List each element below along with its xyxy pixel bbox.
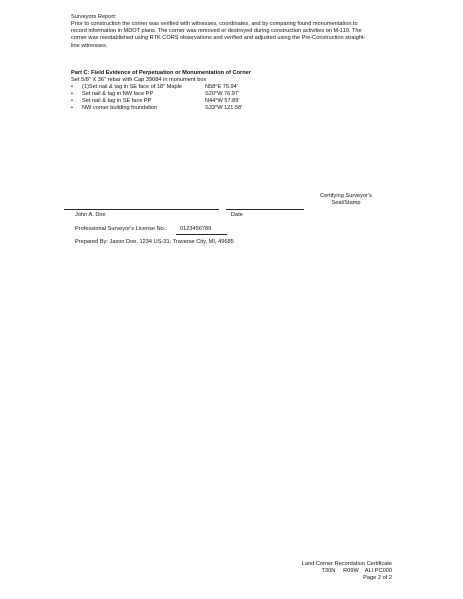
evidence-text: Set nail & tag in SE face PP [82,98,152,105]
footer-title: Land Corner Recordation Certificate [301,561,392,567]
prepared-by: Prepared By: Jason Doe, 1234 US-31, Traverse City, MI, 49685 [75,239,234,245]
evidence-distance: S20°W 76.97' [205,91,240,98]
license-underline [176,234,227,235]
bullet-icon: • [71,98,73,105]
surveyors-report-body [71,21,391,50]
report-line: line witnesses. [71,42,108,49]
evidence-text: Set nail & tag in NW face PP [82,91,154,98]
report-line: Prior to construction the corner was verified with witnesses, coordinates, and by comparing found monumentation to [71,21,358,27]
report-line: record information in MDOT plans. The corner was removed or destroyed during construction activities on M-119. The [71,28,362,35]
part-c-monument-line: Set 5/8" X 36" rebar with Cap 39084 in monument box [71,77,207,83]
evidence-text: NW corner building foundation [82,105,158,112]
bullet-icon: • [71,84,73,90]
evidence-distance: N58°E 75.94' [205,84,238,90]
list-item [71,91,311,98]
evidence-distance: S33°W 121.58' [205,105,243,112]
report-line: corner was reestablished using RTK CORS observations and verified and adjusted using the Pre-Construction straight- [71,35,366,42]
evidence-list [71,84,311,112]
evidence-distance: N44°W 57.89' [205,98,240,105]
stamp-label: Certifying Surveyor's [320,193,372,199]
page-number: Page 2 of 2 [363,575,392,581]
surveyors-report-heading: Surveyors Report: [71,14,117,20]
date-line [226,209,304,210]
license-number: 0123456789 [180,226,212,232]
bullet-icon: • [71,105,73,112]
list-item [71,84,311,91]
date-label: Date [231,212,243,218]
surveyor-name: John A. Doe [75,212,106,218]
list-item [71,98,311,105]
evidence-text: (1)Set nail & tag in SE face of 18" Maple [82,84,182,90]
list-item [71,105,311,112]
signature-line [64,209,219,210]
part-c-heading: Part C: Field Evidence of Perpetuation or Monumentation of Corner [71,70,252,76]
bullet-icon: • [71,91,73,98]
stamp-label: Seal/Stamp [331,200,361,206]
footer-code: T30N R09W ALI PC000 [321,568,392,574]
license-label: Professional Surveyor's License No.: [75,226,167,232]
